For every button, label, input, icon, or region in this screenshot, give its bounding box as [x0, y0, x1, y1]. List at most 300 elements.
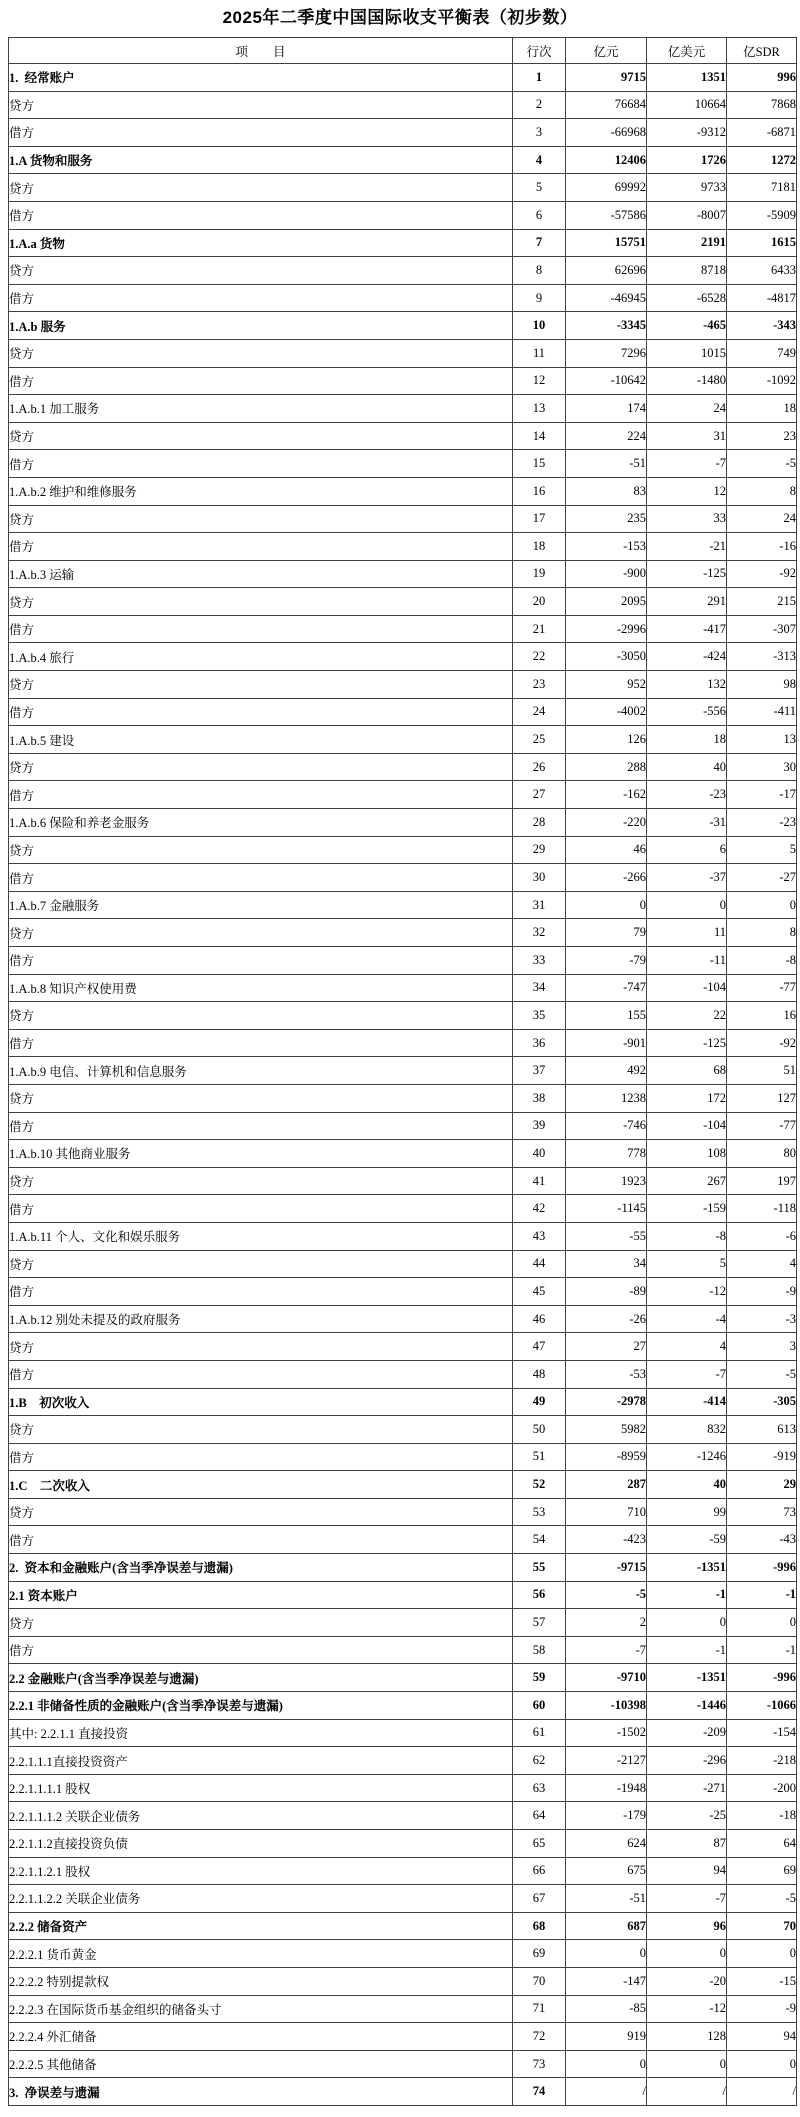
- value-rmb: 952: [566, 671, 647, 699]
- value-rmb: -10398: [566, 1692, 647, 1720]
- line-number: 12: [513, 367, 566, 395]
- value-usd: 18: [647, 726, 727, 754]
- line-number: 5: [513, 174, 566, 202]
- table-row: [9, 891, 797, 919]
- value-sdr: -200: [727, 1774, 797, 1802]
- line-number: 28: [513, 809, 566, 837]
- item-label: 1.A.b.8 知识产权使用费: [9, 974, 513, 1002]
- value-usd: 1351: [647, 64, 727, 92]
- item-label: 贷方: [9, 174, 513, 202]
- line-number: 9: [513, 284, 566, 312]
- line-number: 22: [513, 643, 566, 671]
- value-sdr: -118: [727, 1195, 797, 1223]
- table-row: [9, 201, 797, 229]
- value-usd: -125: [647, 560, 727, 588]
- value-sdr: 197: [727, 1167, 797, 1195]
- value-rmb: -8959: [566, 1443, 647, 1471]
- item-label: 2.2.1 非储备性质的金融账户(含当季净误差与遗漏): [9, 1692, 513, 1720]
- value-rmb: -55: [566, 1222, 647, 1250]
- item-label: 2.2.2.1 货币黄金: [9, 1940, 513, 1968]
- value-sdr: -343: [727, 312, 797, 340]
- value-rmb: 69992: [566, 174, 647, 202]
- value-rmb: -9710: [566, 1664, 647, 1692]
- table-row: [9, 643, 797, 671]
- line-number: 64: [513, 1802, 566, 1830]
- value-rmb: 288: [566, 753, 647, 781]
- item-label: 1.C 二次收入: [9, 1471, 513, 1499]
- value-usd: -1: [647, 1581, 727, 1609]
- table-row: [9, 1664, 797, 1692]
- value-sdr: -9: [727, 1995, 797, 2023]
- value-rmb: 2095: [566, 588, 647, 616]
- item-label: 2.2.1.1.1.2 关联企业债务: [9, 1802, 513, 1830]
- line-number: 65: [513, 1830, 566, 1858]
- value-sdr: 7181: [727, 174, 797, 202]
- table-row: [9, 1002, 797, 1030]
- table-row: [9, 174, 797, 202]
- value-usd: -1480: [647, 367, 727, 395]
- item-label: 借方: [9, 450, 513, 478]
- item-label: 2.2.1.1.2.2 关联企业债务: [9, 1885, 513, 1913]
- table-row: [9, 1885, 797, 1913]
- value-usd: 9733: [647, 174, 727, 202]
- value-sdr: 51: [727, 1057, 797, 1085]
- value-rmb: 0: [566, 1940, 647, 1968]
- value-rmb: -66968: [566, 119, 647, 147]
- item-label: 2.2.2 储备资产: [9, 1912, 513, 1940]
- value-usd: -37: [647, 864, 727, 892]
- table-row: [9, 477, 797, 505]
- value-usd: -7: [647, 450, 727, 478]
- line-number: 4: [513, 146, 566, 174]
- value-usd: -1246: [647, 1443, 727, 1471]
- line-number: 61: [513, 1719, 566, 1747]
- table-row: [9, 1498, 797, 1526]
- value-rmb: 687: [566, 1912, 647, 1940]
- value-rmb: 1238: [566, 1084, 647, 1112]
- value-sdr: 80: [727, 1140, 797, 1168]
- table-row: [9, 1388, 797, 1416]
- line-number: 30: [513, 864, 566, 892]
- line-number: 23: [513, 671, 566, 699]
- value-rmb: 9715: [566, 64, 647, 92]
- table-row: [9, 2078, 797, 2106]
- line-number: 51: [513, 1443, 566, 1471]
- value-usd: 40: [647, 753, 727, 781]
- value-usd: 8718: [647, 257, 727, 285]
- value-sdr: 996: [727, 64, 797, 92]
- value-usd: 0: [647, 1609, 727, 1637]
- line-number: 27: [513, 781, 566, 809]
- value-sdr: 749: [727, 339, 797, 367]
- value-sdr: -6871: [727, 119, 797, 147]
- line-number: 1: [513, 64, 566, 92]
- item-label: 1. 经常账户: [9, 64, 513, 92]
- table-row: [9, 1940, 797, 1968]
- item-label: 1.A.b.12 别处未提及的政府服务: [9, 1305, 513, 1333]
- value-usd: 6: [647, 836, 727, 864]
- value-sdr: -92: [727, 1029, 797, 1057]
- item-label: 借方: [9, 781, 513, 809]
- value-usd: 22: [647, 1002, 727, 1030]
- line-number: 54: [513, 1526, 566, 1554]
- item-label: 借方: [9, 698, 513, 726]
- table-row: [9, 1581, 797, 1609]
- value-rmb: -746: [566, 1112, 647, 1140]
- value-rmb: 15751: [566, 229, 647, 257]
- value-rmb: -9715: [566, 1554, 647, 1582]
- line-number: 46: [513, 1305, 566, 1333]
- value-rmb: 492: [566, 1057, 647, 1085]
- item-label: 借方: [9, 1112, 513, 1140]
- value-usd: -8: [647, 1222, 727, 1250]
- line-number: 21: [513, 615, 566, 643]
- item-label: 2.2.2.4 外汇储备: [9, 2023, 513, 2051]
- line-number: 10: [513, 312, 566, 340]
- table-row: [9, 229, 797, 257]
- item-label: 贷方: [9, 257, 513, 285]
- value-rmb: -266: [566, 864, 647, 892]
- item-label: 2. 资本和金融账户(含当季净误差与遗漏): [9, 1554, 513, 1582]
- item-label: 借方: [9, 1278, 513, 1306]
- value-usd: -11: [647, 947, 727, 975]
- table-row: [9, 1719, 797, 1747]
- line-number: 68: [513, 1912, 566, 1940]
- value-usd: -414: [647, 1388, 727, 1416]
- table-row: [9, 1471, 797, 1499]
- value-sdr: 3: [727, 1333, 797, 1361]
- value-sdr: 73: [727, 1498, 797, 1526]
- item-label: 借方: [9, 1360, 513, 1388]
- table-row: [9, 1636, 797, 1664]
- item-label: 贷方: [9, 1250, 513, 1278]
- table-row: [9, 2050, 797, 2078]
- value-usd: 12: [647, 477, 727, 505]
- table-row: [9, 1802, 797, 1830]
- value-rmb: -79: [566, 947, 647, 975]
- item-label: 借方: [9, 1029, 513, 1057]
- line-number: 40: [513, 1140, 566, 1168]
- item-label: 贷方: [9, 339, 513, 367]
- table-row: [9, 1222, 797, 1250]
- value-rmb: -7: [566, 1636, 647, 1664]
- table-row: [9, 753, 797, 781]
- value-sdr: -313: [727, 643, 797, 671]
- value-rmb: -5: [566, 1581, 647, 1609]
- value-usd: -7: [647, 1885, 727, 1913]
- value-rmb: 155: [566, 1002, 647, 1030]
- table-row: [9, 1140, 797, 1168]
- value-usd: 4: [647, 1333, 727, 1361]
- value-rmb: -747: [566, 974, 647, 1002]
- item-label: 借方: [9, 119, 513, 147]
- item-label: 1.A.b.9 电信、计算机和信息服务: [9, 1057, 513, 1085]
- value-sdr: 127: [727, 1084, 797, 1112]
- item-label: 借方: [9, 1526, 513, 1554]
- value-usd: 33: [647, 505, 727, 533]
- value-sdr: -996: [727, 1664, 797, 1692]
- value-rmb: -2978: [566, 1388, 647, 1416]
- line-number: 59: [513, 1664, 566, 1692]
- line-number: 69: [513, 1940, 566, 1968]
- value-usd: -1351: [647, 1664, 727, 1692]
- value-sdr: -23: [727, 809, 797, 837]
- value-usd: -424: [647, 643, 727, 671]
- value-sdr: -43: [727, 1526, 797, 1554]
- value-rmb: /: [566, 2078, 647, 2106]
- value-sdr: -1066: [727, 1692, 797, 1720]
- item-label: 1.B 初次收入: [9, 1388, 513, 1416]
- value-sdr: -307: [727, 615, 797, 643]
- value-sdr: -218: [727, 1747, 797, 1775]
- item-label: 借方: [9, 947, 513, 975]
- value-usd: -104: [647, 974, 727, 1002]
- value-rmb: 5982: [566, 1416, 647, 1444]
- table-row: [9, 588, 797, 616]
- line-number: 2: [513, 91, 566, 119]
- table-row: [9, 533, 797, 561]
- header-row: [9, 38, 797, 64]
- value-sdr: 94: [727, 2023, 797, 2051]
- line-number: 49: [513, 1388, 566, 1416]
- value-sdr: -16: [727, 533, 797, 561]
- value-rmb: 83: [566, 477, 647, 505]
- value-usd: 108: [647, 1140, 727, 1168]
- line-number: 47: [513, 1333, 566, 1361]
- value-rmb: 62696: [566, 257, 647, 285]
- line-number: 17: [513, 505, 566, 533]
- value-rmb: -2996: [566, 615, 647, 643]
- item-label: 2.2.2.3 在国际货币基金组织的储备头寸: [9, 1995, 513, 2023]
- line-number: 13: [513, 395, 566, 423]
- item-label: 贷方: [9, 1084, 513, 1112]
- value-sdr: -27: [727, 864, 797, 892]
- value-rmb: 34: [566, 1250, 647, 1278]
- item-label: 1.A.b.4 旅行: [9, 643, 513, 671]
- value-rmb: -46945: [566, 284, 647, 312]
- value-sdr: 16: [727, 1002, 797, 1030]
- line-number: 60: [513, 1692, 566, 1720]
- value-usd: -209: [647, 1719, 727, 1747]
- table-row: [9, 119, 797, 147]
- value-rmb: 0: [566, 2050, 647, 2078]
- value-usd: -8007: [647, 201, 727, 229]
- line-number: 35: [513, 1002, 566, 1030]
- value-rmb: -10642: [566, 367, 647, 395]
- line-number: 63: [513, 1774, 566, 1802]
- table-row: [9, 1360, 797, 1388]
- value-usd: 291: [647, 588, 727, 616]
- table-row: [9, 1995, 797, 2023]
- value-sdr: -6: [727, 1222, 797, 1250]
- line-number: 37: [513, 1057, 566, 1085]
- value-rmb: -85: [566, 1995, 647, 2023]
- value-rmb: 675: [566, 1857, 647, 1885]
- line-number: 20: [513, 588, 566, 616]
- line-number: 26: [513, 753, 566, 781]
- column-header-usd: 亿美元: [647, 38, 727, 64]
- value-rmb: 0: [566, 891, 647, 919]
- table-row: [9, 698, 797, 726]
- value-sdr: 5: [727, 836, 797, 864]
- value-rmb: -423: [566, 1526, 647, 1554]
- item-label: 1.A.b.11 个人、文化和娱乐服务: [9, 1222, 513, 1250]
- value-usd: -556: [647, 698, 727, 726]
- value-sdr: -5909: [727, 201, 797, 229]
- table-row: [9, 836, 797, 864]
- value-usd: -4: [647, 1305, 727, 1333]
- value-rmb: -901: [566, 1029, 647, 1057]
- item-label: 2.2.1.1.2.1 股权: [9, 1857, 513, 1885]
- table-row: [9, 1416, 797, 1444]
- value-sdr: 1615: [727, 229, 797, 257]
- value-sdr: -18: [727, 1802, 797, 1830]
- table-row: [9, 919, 797, 947]
- value-rmb: -220: [566, 809, 647, 837]
- line-number: 25: [513, 726, 566, 754]
- table-row: [9, 1747, 797, 1775]
- value-rmb: -147: [566, 1967, 647, 1995]
- value-rmb: 778: [566, 1140, 647, 1168]
- value-usd: 0: [647, 1940, 727, 1968]
- table-row: [9, 726, 797, 754]
- table-row: [9, 1333, 797, 1361]
- item-label: 1.A 货物和服务: [9, 146, 513, 174]
- value-usd: -465: [647, 312, 727, 340]
- item-label: 借方: [9, 615, 513, 643]
- value-rmb: 235: [566, 505, 647, 533]
- value-rmb: 27: [566, 1333, 647, 1361]
- line-number: 19: [513, 560, 566, 588]
- value-usd: -12: [647, 1995, 727, 2023]
- value-sdr: /: [727, 2078, 797, 2106]
- value-rmb: -2127: [566, 1747, 647, 1775]
- line-number: 71: [513, 1995, 566, 2023]
- line-number: 43: [513, 1222, 566, 1250]
- item-label: 贷方: [9, 588, 513, 616]
- table-row: [9, 947, 797, 975]
- value-usd: -12: [647, 1278, 727, 1306]
- line-number: 33: [513, 947, 566, 975]
- line-number: 62: [513, 1747, 566, 1775]
- item-label: 1.A.a 货物: [9, 229, 513, 257]
- item-label: 借方: [9, 284, 513, 312]
- line-number: 11: [513, 339, 566, 367]
- line-number: 3: [513, 119, 566, 147]
- value-usd: 1015: [647, 339, 727, 367]
- line-number: 8: [513, 257, 566, 285]
- value-rmb: 2: [566, 1609, 647, 1637]
- value-rmb: -51: [566, 450, 647, 478]
- item-label: 1.A.b.5 建设: [9, 726, 513, 754]
- item-label: 2.1 资本账户: [9, 1581, 513, 1609]
- value-rmb: -1145: [566, 1195, 647, 1223]
- value-sdr: 8: [727, 919, 797, 947]
- value-sdr: 215: [727, 588, 797, 616]
- table-row: [9, 1692, 797, 1720]
- value-sdr: -5: [727, 450, 797, 478]
- item-label: 1.A.b.1 加工服务: [9, 395, 513, 423]
- line-number: 55: [513, 1554, 566, 1582]
- table-row: [9, 1250, 797, 1278]
- item-label: 贷方: [9, 1333, 513, 1361]
- value-usd: -104: [647, 1112, 727, 1140]
- table-row: [9, 2023, 797, 2051]
- value-sdr: -1: [727, 1636, 797, 1664]
- table-row: [9, 1278, 797, 1306]
- value-sdr: 98: [727, 671, 797, 699]
- item-label: 借方: [9, 201, 513, 229]
- item-label: 贷方: [9, 1609, 513, 1637]
- table-row: [9, 146, 797, 174]
- value-sdr: -919: [727, 1443, 797, 1471]
- item-label: 贷方: [9, 422, 513, 450]
- value-sdr: -5: [727, 1360, 797, 1388]
- value-usd: 87: [647, 1830, 727, 1858]
- table-row: [9, 781, 797, 809]
- value-rmb: 1923: [566, 1167, 647, 1195]
- value-sdr: -77: [727, 1112, 797, 1140]
- page-title: 2025年二季度中国国际收支平衡表（初步数）: [222, 8, 578, 27]
- value-rmb: -1948: [566, 1774, 647, 1802]
- value-rmb: 126: [566, 726, 647, 754]
- table-row: [9, 1305, 797, 1333]
- line-number: 45: [513, 1278, 566, 1306]
- value-rmb: 174: [566, 395, 647, 423]
- value-rmb: -4002: [566, 698, 647, 726]
- line-number: 29: [513, 836, 566, 864]
- value-rmb: 12406: [566, 146, 647, 174]
- value-rmb: 624: [566, 1830, 647, 1858]
- table-row: [9, 312, 797, 340]
- value-sdr: 0: [727, 891, 797, 919]
- item-label: 2.2.2.5 其他储备: [9, 2050, 513, 2078]
- value-rmb: -3050: [566, 643, 647, 671]
- line-number: 31: [513, 891, 566, 919]
- value-sdr: 13: [727, 726, 797, 754]
- value-usd: 0: [647, 2050, 727, 2078]
- column-header-line: 行次: [513, 38, 566, 64]
- table-row: [9, 1112, 797, 1140]
- column-header-rmb: 亿元: [566, 38, 647, 64]
- value-sdr: 613: [727, 1416, 797, 1444]
- value-usd: -1351: [647, 1554, 727, 1582]
- column-header-sdr: 亿SDR: [727, 38, 797, 64]
- line-number: 42: [513, 1195, 566, 1223]
- value-usd: -7: [647, 1360, 727, 1388]
- value-usd: 10664: [647, 91, 727, 119]
- item-label: 2.2 金融账户(含当季净误差与遗漏): [9, 1664, 513, 1692]
- value-sdr: 64: [727, 1830, 797, 1858]
- table-row: [9, 1443, 797, 1471]
- item-label: 贷方: [9, 836, 513, 864]
- line-number: 66: [513, 1857, 566, 1885]
- value-usd: -1446: [647, 1692, 727, 1720]
- value-sdr: 7868: [727, 91, 797, 119]
- table-row: [9, 864, 797, 892]
- value-sdr: 0: [727, 1940, 797, 1968]
- line-number: 7: [513, 229, 566, 257]
- value-rmb: -26: [566, 1305, 647, 1333]
- table-row: [9, 422, 797, 450]
- item-label: 借方: [9, 864, 513, 892]
- line-number: 67: [513, 1885, 566, 1913]
- line-number: 73: [513, 2050, 566, 2078]
- table-row: [9, 450, 797, 478]
- value-sdr: 30: [727, 753, 797, 781]
- value-usd: 96: [647, 1912, 727, 1940]
- line-number: 38: [513, 1084, 566, 1112]
